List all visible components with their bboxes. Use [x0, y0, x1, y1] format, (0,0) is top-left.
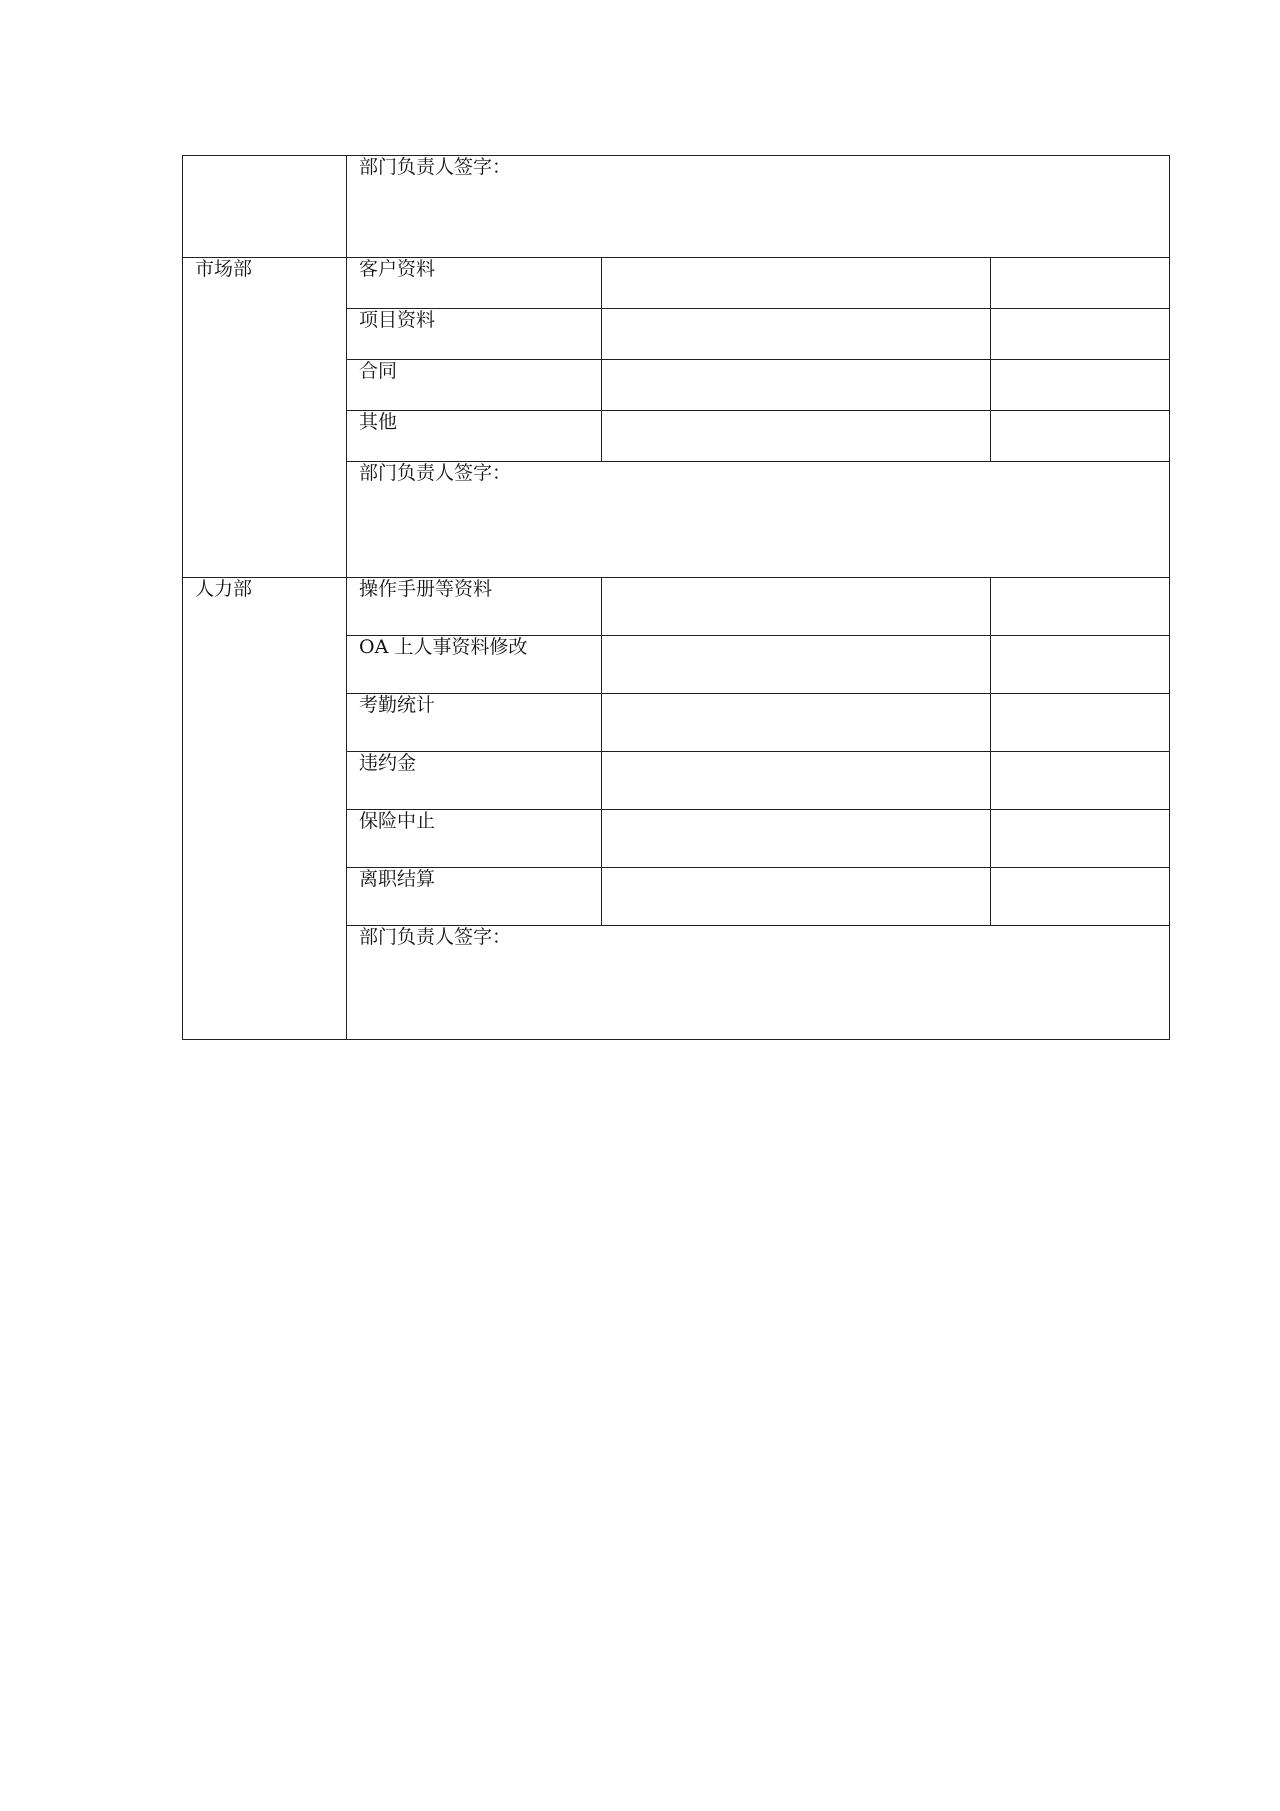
- dept-name: 人力部: [195, 578, 253, 600]
- hr-row: [183, 578, 1170, 636]
- hr-signature-cell[interactable]: [347, 926, 1170, 1040]
- item-status-cell[interactable]: [602, 360, 991, 411]
- dept-cell-empty: [183, 156, 347, 258]
- item-label: OA 上人事资料修改: [359, 636, 528, 658]
- item-sign-cell[interactable]: [991, 694, 1170, 752]
- item-sign-cell[interactable]: [991, 411, 1170, 462]
- item-label-cell: [347, 752, 602, 810]
- handover-table: [182, 155, 1170, 1040]
- top-signature-row: [183, 156, 1170, 258]
- item-status-cell[interactable]: [602, 578, 991, 636]
- item-label-cell: [347, 309, 602, 360]
- item-label-cell: [347, 578, 602, 636]
- item-label: 客户资料: [359, 258, 436, 280]
- item-label: 操作手册等资料: [359, 578, 493, 600]
- item-label: 其他: [359, 411, 398, 433]
- signature-label: 部门负责人签字：: [359, 462, 512, 484]
- market-dept-cell: [183, 258, 347, 578]
- item-label: 违约金: [359, 752, 417, 774]
- item-sign-cell[interactable]: [991, 810, 1170, 868]
- signature-label: 部门负责人签字：: [359, 926, 512, 948]
- item-label-cell: [347, 636, 602, 694]
- item-label: 合同: [359, 360, 398, 382]
- item-label-cell: [347, 810, 602, 868]
- market-row: [183, 258, 1170, 309]
- item-sign-cell[interactable]: [991, 258, 1170, 309]
- item-status-cell[interactable]: [602, 636, 991, 694]
- item-status-cell[interactable]: [602, 309, 991, 360]
- item-label-cell: [347, 360, 602, 411]
- item-sign-cell[interactable]: [991, 360, 1170, 411]
- item-sign-cell[interactable]: [991, 636, 1170, 694]
- item-label-cell: [347, 694, 602, 752]
- item-label-cell: [347, 258, 602, 309]
- item-status-cell[interactable]: [602, 810, 991, 868]
- hr-dept-cell: [183, 578, 347, 1040]
- market-signature-cell[interactable]: [347, 462, 1170, 578]
- item-sign-cell[interactable]: [991, 752, 1170, 810]
- item-label-cell: [347, 411, 602, 462]
- item-label-cell: [347, 868, 602, 926]
- item-sign-cell[interactable]: [991, 868, 1170, 926]
- item-status-cell[interactable]: [602, 868, 991, 926]
- top-signature-cell: [347, 156, 1170, 258]
- item-sign-cell[interactable]: [991, 578, 1170, 636]
- item-label: 离职结算: [359, 868, 436, 890]
- signature-label: 部门负责人签字：: [359, 156, 512, 178]
- item-status-cell[interactable]: [602, 752, 991, 810]
- item-status-cell[interactable]: [602, 258, 991, 309]
- item-label: 保险中止: [359, 810, 436, 832]
- item-status-cell[interactable]: [602, 411, 991, 462]
- item-status-cell[interactable]: [602, 694, 991, 752]
- item-label: 考勤统计: [359, 694, 436, 716]
- item-label: 项目资料: [359, 309, 436, 331]
- dept-name: 市场部: [195, 258, 253, 280]
- item-sign-cell[interactable]: [991, 309, 1170, 360]
